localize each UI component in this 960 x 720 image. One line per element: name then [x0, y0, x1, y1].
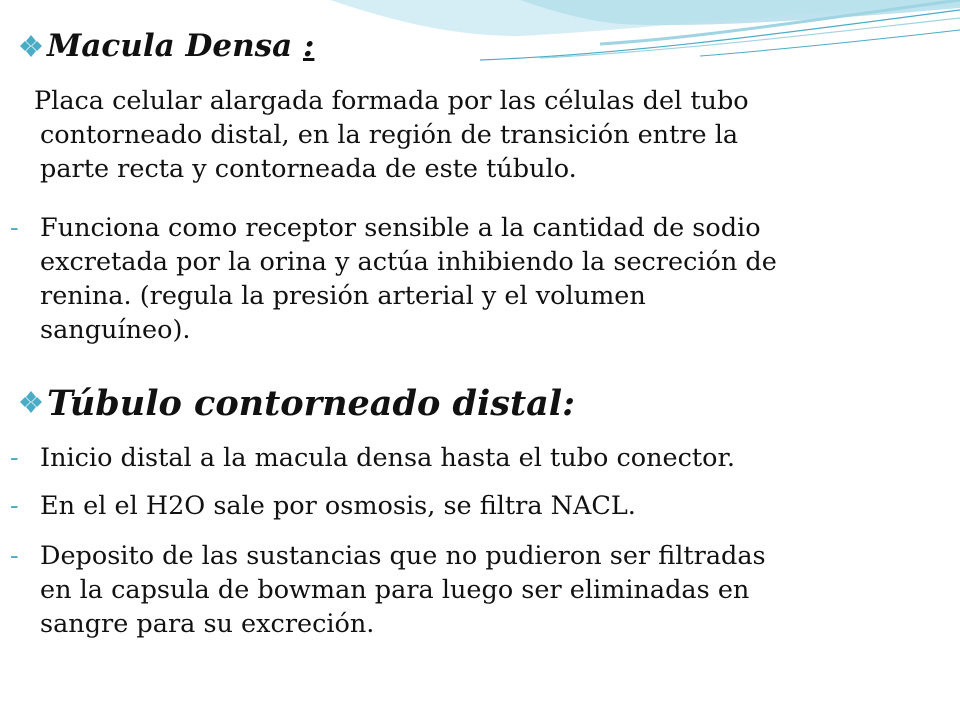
paragraph-line: contorneado distal, en la región de transición entre la [40, 120, 739, 150]
diamond-bullet-icon [18, 33, 44, 59]
list-item-text [40, 539, 945, 641]
dash-marker: - [10, 491, 19, 521]
heading-colon: : [302, 28, 315, 64]
paragraph-line: Deposito de las sustancias que no pudieron ser filtradas [40, 541, 766, 571]
paragraph-line: parte recta y contorneada de este túbulo. [40, 154, 577, 184]
paragraph-line: Placa celular alargada formada por las células del tubo [34, 86, 749, 116]
diamond-bullet-icon [18, 389, 44, 415]
dash-marker: - [10, 443, 19, 473]
list-item-text [40, 211, 945, 347]
list-item-text [40, 489, 945, 523]
paragraph-line: En el el H2O sale por osmosis, se filtra NACL. [40, 491, 636, 521]
paragraph-line: Funciona como receptor sensible a la cantidad de sodio [40, 213, 761, 243]
heading-title: Macula Densa [47, 28, 293, 64]
dash-marker: - [10, 541, 19, 571]
paragraph-line: excretada por la orina y actúa inhibiendo la secreción de [40, 247, 777, 277]
heading-title: Túbulo contorneado distal: [47, 383, 576, 424]
intro-paragraph [30, 84, 945, 186]
paragraph-line: renina. (regula la presión arterial y el volumen [40, 281, 646, 311]
paragraph-line: sangre para su excreción. [40, 609, 375, 639]
paragraph-line: en la capsula de bowman para luego ser eliminadas en [40, 575, 750, 605]
paragraph-line: Inicio distal a la macula densa hasta el tubo conector. [40, 443, 735, 473]
paragraph-line: sanguíneo). [40, 315, 191, 345]
list-item-text [40, 441, 945, 475]
dash-marker: - [10, 213, 19, 243]
